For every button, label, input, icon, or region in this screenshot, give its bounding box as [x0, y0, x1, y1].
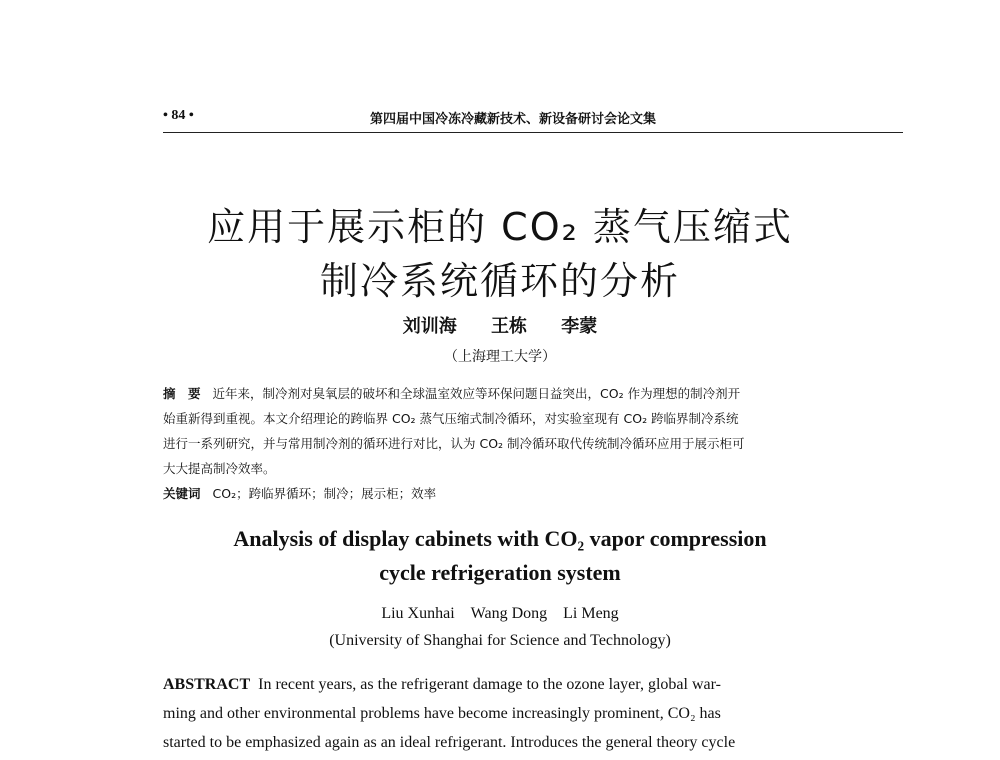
abstract-zh-line: 始重新得到重视。本文介绍理论的跨临界 CO₂ 蒸气压缩式制冷循环，对实验室现有 CO₂ 跨临界制冷系统 — [163, 411, 739, 426]
authors-zh — [0, 312, 1000, 338]
author-en: Wang Dong — [470, 605, 548, 622]
author-en: Liu Xunhai — [381, 605, 455, 622]
affiliation-en: (University of Shanghai for Science and Technology) — [329, 632, 671, 649]
title-en-line2: cycle refrigeration system — [379, 560, 621, 585]
abstract-en-line: In recent years, as the refrigerant damage to the ozone layer, global war- — [258, 676, 721, 693]
abstract-zh-line: 大大提高制冷效率。 — [163, 461, 276, 476]
running-header — [163, 108, 903, 133]
keywords-zh-text: CO₂；跨临界循环；制冷；展示柜；效率 — [212, 486, 437, 501]
author-zh: 刘训海 — [402, 316, 457, 337]
keywords-zh-label: 关键词 — [163, 486, 201, 501]
abstract-en-label: ABSTRACT — [163, 676, 251, 693]
author-en: Li Meng — [563, 605, 619, 622]
title-zh-line2: 制冷系统循环的分析 — [319, 259, 680, 303]
authors-en — [0, 605, 1000, 623]
title-zh-line1: 应用于展示柜的 CO₂ 蒸气压缩式 — [207, 205, 793, 249]
affiliation-zh: （上海理工大学） — [444, 349, 556, 365]
page-number: • 84 • — [163, 108, 194, 123]
abstract-zh-label: 摘 要 — [163, 386, 201, 401]
abstract-en-line: started to be emphasized again as an ideal refrigerant. Introduces the general theory cycle — [163, 734, 736, 751]
keywords-zh — [163, 484, 863, 502]
title-en-line1: Analysis of display cabinets with CO₂ vapor compression — [233, 526, 767, 551]
abstract-zh — [163, 381, 863, 481]
author-zh: 李蒙 — [561, 316, 598, 337]
abstract-zh-line: 进行一系列研究，并与常用制冷剂的循环进行对比，认为 CO₂ 制冷循环取代传统制冷循环应用于展示柜可 — [163, 436, 745, 451]
journal-title: 第四届中国冷冻冷藏新技术、新设备研讨会论文集 — [369, 112, 656, 127]
abstract-en-line: ming and other environmental problems have become increasingly prominent, CO₂ has — [163, 705, 721, 722]
author-zh: 王栋 — [491, 316, 527, 337]
abstract-zh-line: 近年来，制冷剂对臭氧层的破坏和全球温室效应等环保问题日益突出，CO₂ 作为理想的制冷剂开 — [212, 386, 741, 401]
abstract-en — [163, 670, 853, 757]
